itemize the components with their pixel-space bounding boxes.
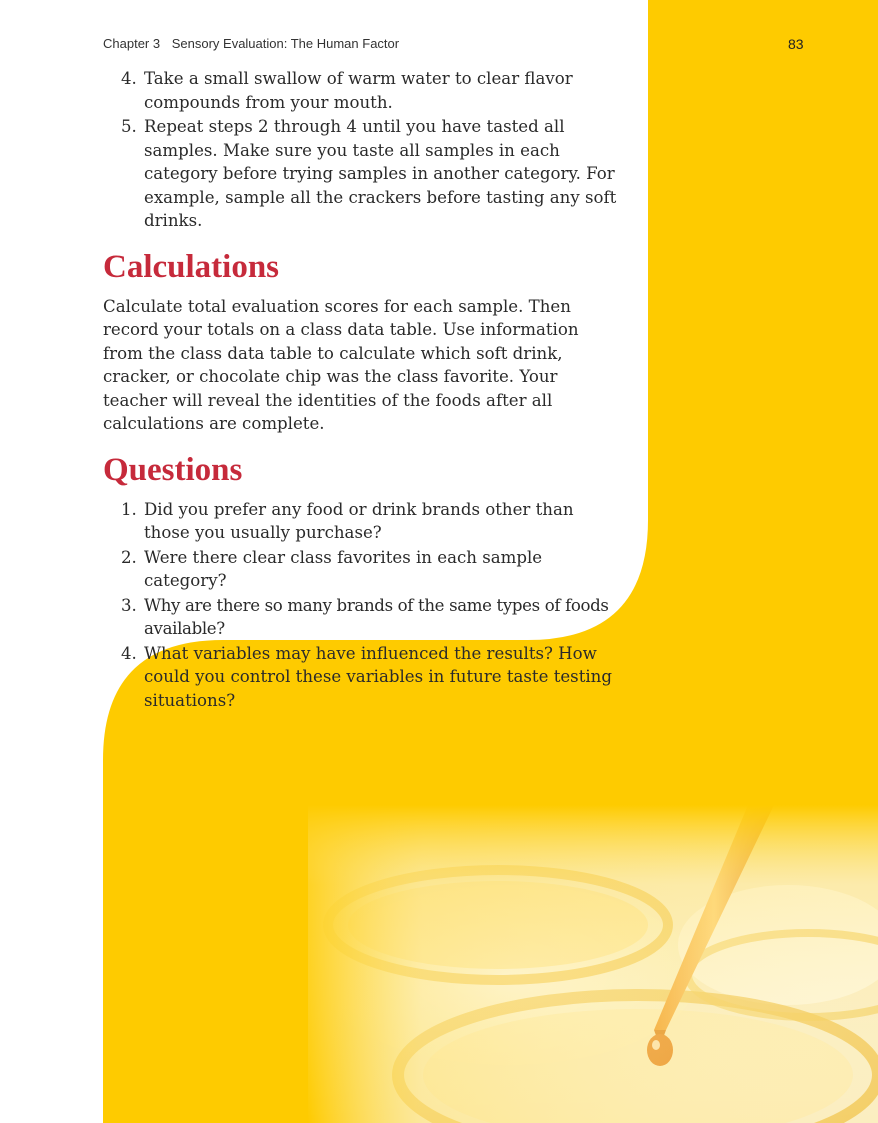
item-number: 4.: [121, 643, 137, 663]
procedure-list: [103, 67, 623, 233]
item-number: 5.: [121, 117, 137, 136]
item-number: 3.: [121, 595, 137, 615]
item-text: Were there clear class favorites in each sample category?: [144, 547, 543, 590]
item-number: 2.: [121, 547, 137, 567]
main-content: [103, 67, 623, 713]
item-text: What variables may have influenced the results? How could you control these variables in future taste testing situations?: [144, 643, 612, 710]
pipette-petri-dish-photo: [308, 805, 878, 1123]
item-text: Repeat steps 2 through 4 until you have tasted all samples. Make sure you taste all samples in each category before trying samples in another category. For example, sample all the crackers before tasting any soft drinks.: [144, 117, 617, 230]
list-item: [103, 67, 623, 114]
chapter-title: Sensory Evaluation: The Human Factor: [171, 36, 400, 51]
list-item: [103, 498, 623, 545]
item-text: Why are there so many brands of the same types of foods available?: [144, 595, 609, 638]
list-item: [103, 546, 623, 593]
item-number: 1.: [121, 499, 137, 519]
item-text: Did you prefer any food or drink brands other than those you usually purchase?: [144, 499, 574, 542]
chapter-label: Chapter 3: [103, 36, 161, 51]
list-item: [103, 594, 623, 641]
calculations-heading: Calculations: [103, 248, 280, 285]
questions-list: [103, 498, 623, 713]
page-number: 83: [788, 36, 804, 52]
item-number: 4.: [121, 69, 137, 88]
running-header: [103, 36, 399, 51]
item-text: Take a small swallow of warm water to clear flavor compounds from your mouth.: [144, 69, 573, 112]
calculations-paragraph: Calculate total evaluation scores for each sample. Then record your totals on a class data table. Use information from the class data table to calculate which soft drink, cracker, or chocolate chip was the class favorite. Your teacher will reveal the identities of the foods after all calculations are complete.: [103, 296, 579, 433]
list-item: [103, 642, 623, 713]
questions-heading: Questions: [103, 451, 243, 488]
list-item: [103, 115, 623, 233]
